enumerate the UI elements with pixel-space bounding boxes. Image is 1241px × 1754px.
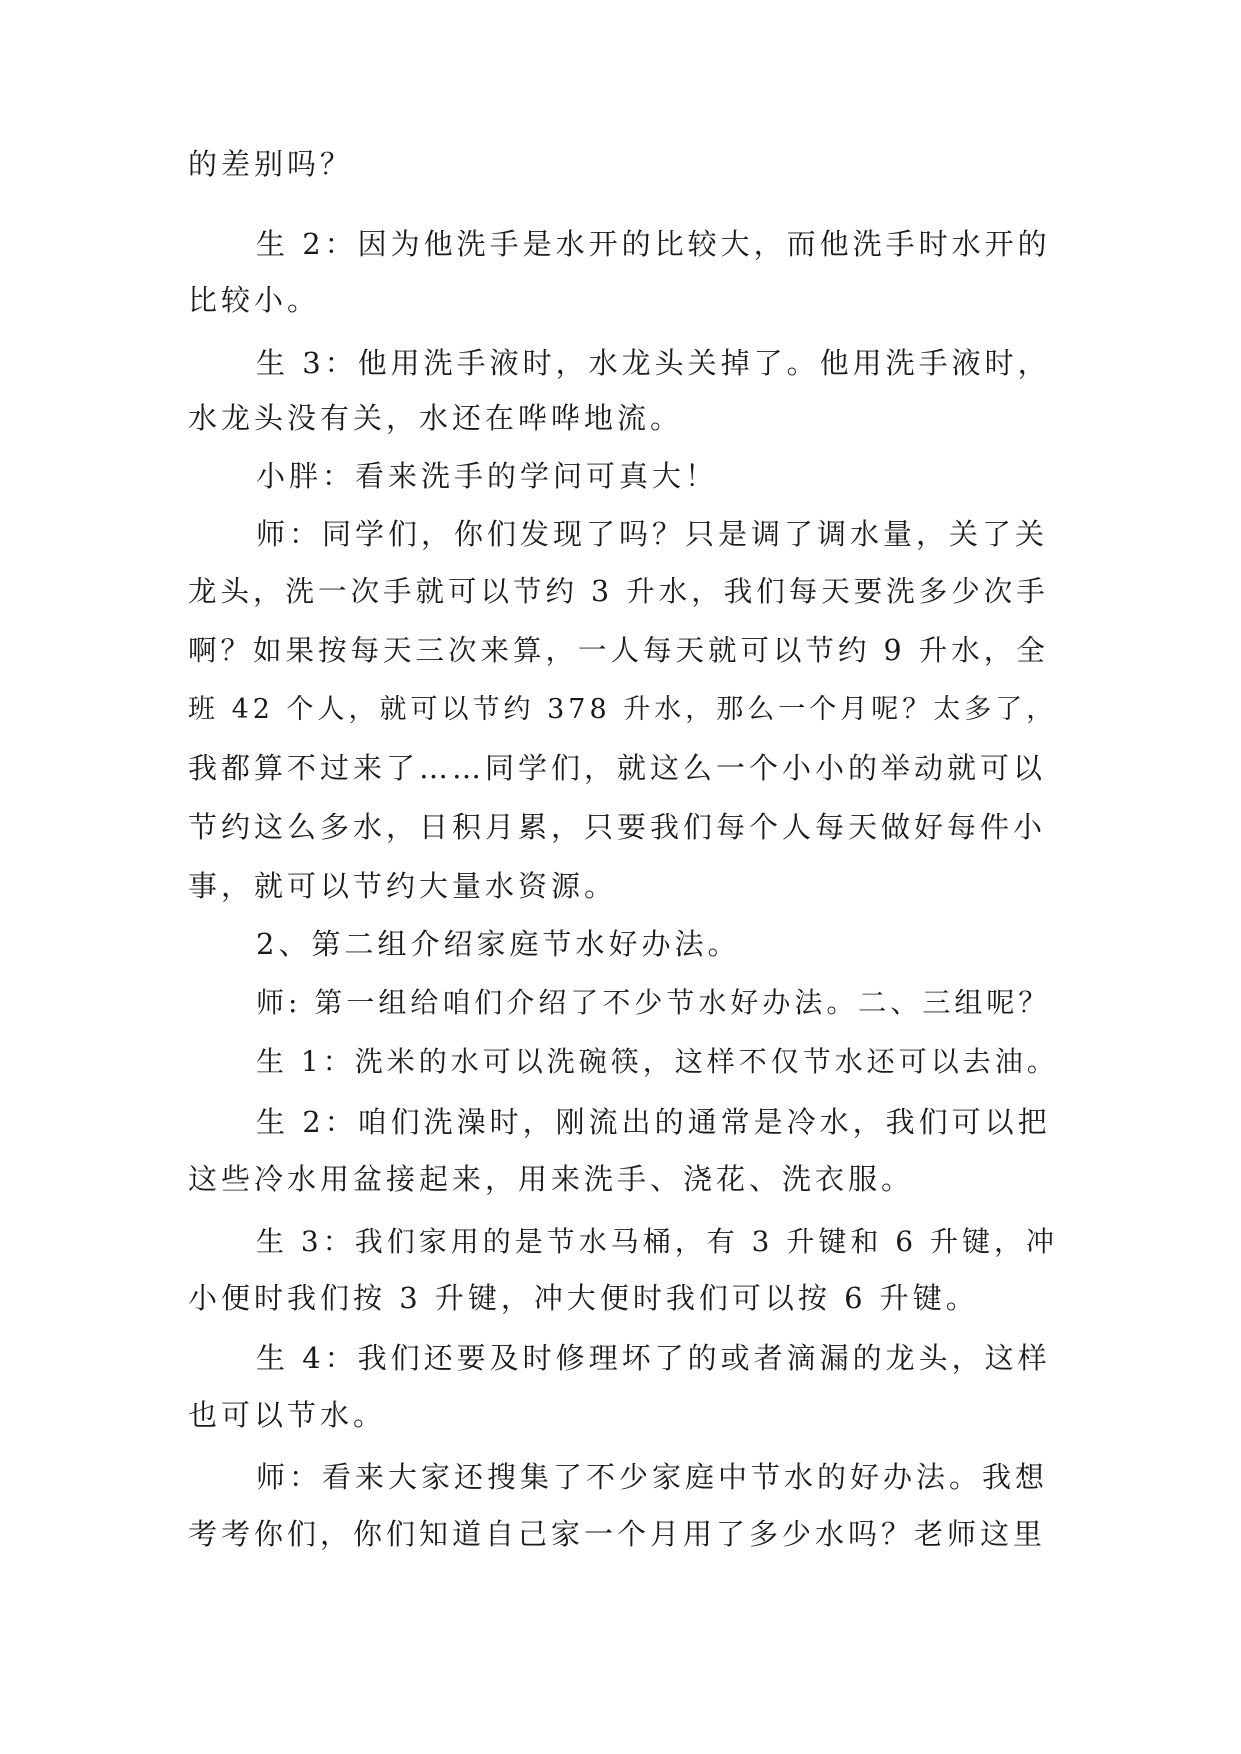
text-line: 考考你们，你们知道自己家一个月用了多少水吗？老师这里 [188,1517,1047,1551]
text-line: 生 2：因为他洗手是水开的比较大，而他洗手时水开的 [256,227,1051,261]
text-line: 生 3：我们家用的是节水马桶，有 3 升键和 6 升键，冲 [256,1225,1058,1258]
text-line: 事，就可以节约大量水资源。 [188,869,618,903]
text-line: 节约这么多水，日积月累，只要我们每个人每天做好每件小 [188,810,1047,844]
text-line: 这些冷水用盆接起来，用来洗手、浇花、洗衣服。 [188,1162,915,1196]
text-line: 的差别吗？ [188,147,354,181]
text-line: 师：同学们，你们发现了吗？只是调了调水量，关了关 [256,517,1049,551]
text-line: 水龙头没有关，水还在哗哗地流。 [188,401,684,435]
text-line: 小胖：看来洗手的学问可真大！ [256,459,719,493]
text-line: 生 4：我们还要及时修理坏了的或者滴漏的龙头，这样 [256,1341,1051,1375]
text-line: 生 3：他用洗手液时，水龙头关掉了。他用洗手液时， [256,346,1051,380]
text-line: 生 2：咱们洗澡时，刚流出的通常是冷水，我们可以把 [256,1105,1051,1139]
text-line: 也可以节水。 [188,1398,387,1432]
text-line: 师：看来大家还搜集了不少家庭中节水的好办法。我想 [256,1460,1049,1494]
text-line: 2、第二组介绍家庭节水好办法。 [256,927,741,961]
text-line: 班 42 个人，就可以节约 378 升水，那么一个月呢？太多了， [188,694,1058,725]
text-line: 我都算不过来了……同学们，就这么一个小小的举动就可以 [188,751,1047,785]
text-line: 啊？如果按每天三次来算，一人每天就可以节约 9 升水，全 [188,634,1049,667]
text-line: 龙头，洗一次手就可以节约 3 升水，我们每天要洗多少次手 [188,575,1049,608]
text-line: 小便时我们按 3 升键，冲大便时我们可以按 6 升键。 [188,1281,979,1315]
text-line: 比较小。 [188,283,321,317]
text-line: 师: 第一组给咱们介绍了不少节水好办法。二、三组呢？ [256,986,1051,1019]
text-line: 生 1：洗米的水可以洗碗筷，这样不仅节水还可以去油。 [256,1045,1059,1078]
